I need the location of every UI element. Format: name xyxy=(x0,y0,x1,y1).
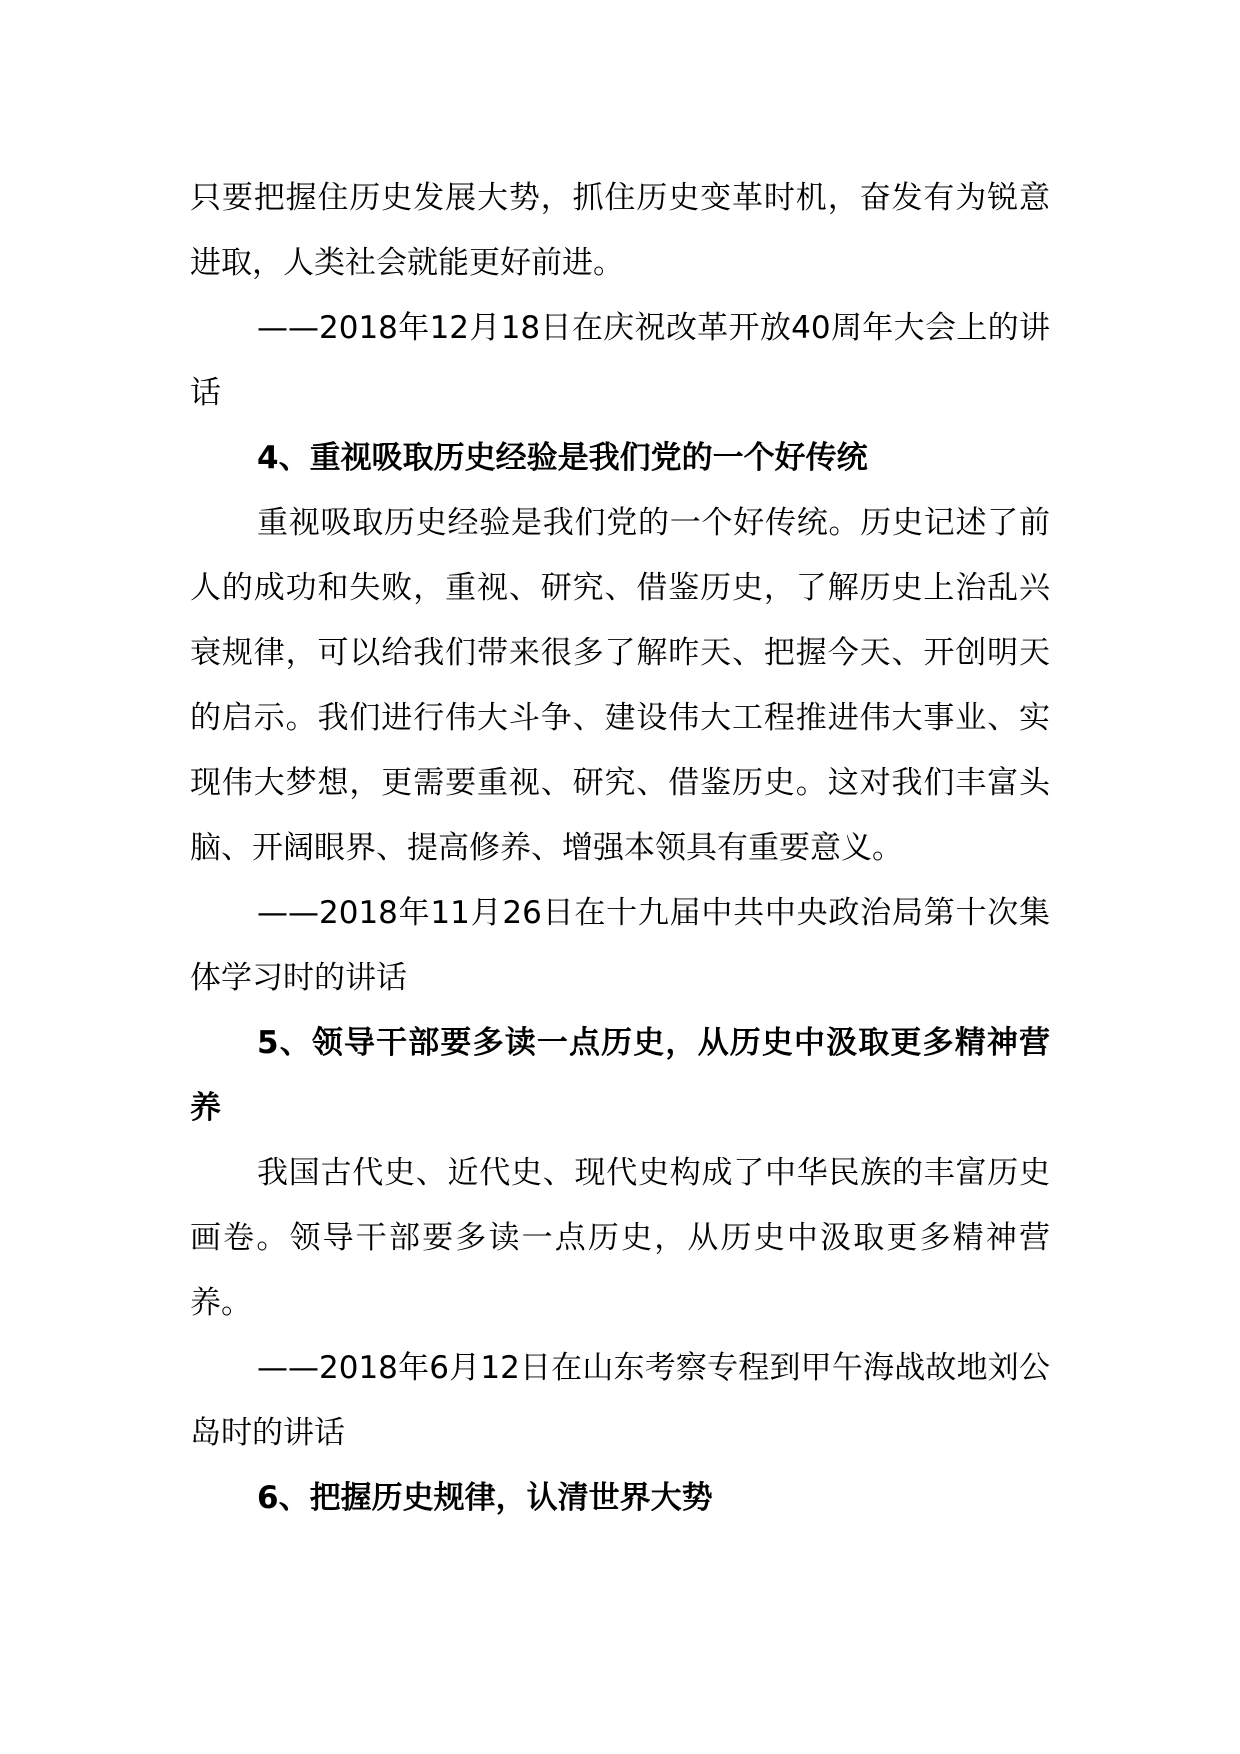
document-page xyxy=(190,166,1050,1531)
body-paragraph: 重视吸取历史经验是我们党的一个好传统。历史记述了前人的成功和失败，重视、研究、借鉴历史，了解历史上治乱兴衰规律，可以给我们带来很多了解昨天、把握今天、开创明天的启示。我们进行伟大斗争、建设伟大工程推进伟大事业、实现伟大梦想，更需要重视、研究、借鉴历史。这对我们丰富头脑、开阔眼界、提高修养、增强本领具有重要意义。 xyxy=(190,505,1050,866)
section-heading: 6、把握历史规律，认清世界大势 xyxy=(257,1480,713,1516)
body-paragraph: 只要把握住历史发展大势，抓住历史变革时机，奋发有为锐意进取，人类社会就能更好前进。 xyxy=(190,180,1050,281)
source-citation: ——2018年6月12日在山东考察专程到甲午海战故地刘公岛时的讲话 xyxy=(190,1350,1050,1451)
section-heading: 5、领导干部要多读一点历史，从历史中汲取更多精神营养 xyxy=(190,1025,1050,1126)
source-citation: ——2018年11月26日在十九届中共中央政治局第十次集体学习时的讲话 xyxy=(190,895,1050,996)
section-heading: 4、重视吸取历史经验是我们党的一个好传统 xyxy=(257,440,868,476)
body-paragraph: 我国古代史、近代史、现代史构成了中华民族的丰富历史画卷。领导干部要多读一点历史，从历史中汲取更多精神营养。 xyxy=(190,1155,1050,1321)
source-citation: ——2018年12月18日在庆祝改革开放40周年大会上的讲话 xyxy=(190,310,1050,411)
